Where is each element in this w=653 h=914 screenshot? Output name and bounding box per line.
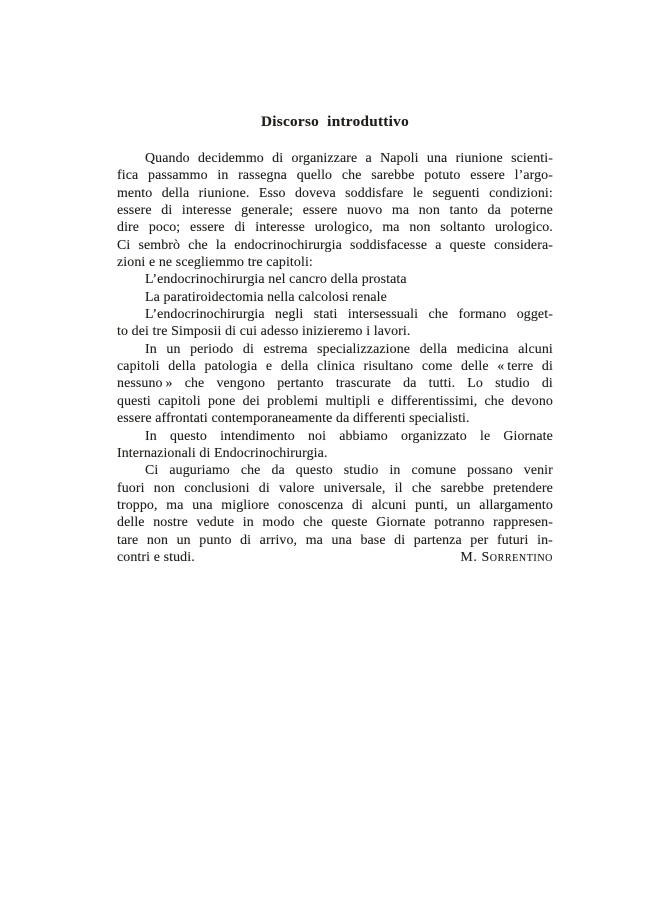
word: possano <box>467 463 513 479</box>
word: urologico. <box>494 220 553 236</box>
word: che <box>184 376 205 392</box>
text-line: La paratiroidectomia nella calcolosi renale <box>145 289 387 305</box>
word: endocrinochirurgia <box>234 237 342 253</box>
text-line <box>117 341 553 358</box>
word: vedute <box>196 515 235 531</box>
text-line <box>117 514 553 531</box>
word: il <box>394 480 403 496</box>
word: studio <box>495 376 530 392</box>
word: soddisfare <box>345 185 404 201</box>
word: nostre <box>153 515 188 531</box>
word: nuovo <box>347 203 383 219</box>
text-line <box>117 358 553 375</box>
word: soltanto <box>440 220 486 236</box>
word: un <box>166 341 181 357</box>
word: delle <box>461 359 489 375</box>
word: conclusioni <box>184 480 250 496</box>
word: capitoli <box>117 359 160 375</box>
word: scienti- <box>511 151 553 166</box>
word: valore <box>278 480 315 496</box>
word: tare <box>117 532 139 548</box>
word: a <box>365 151 372 166</box>
word: di <box>240 532 252 548</box>
word: riunione. <box>198 185 250 201</box>
word: ogget- <box>516 307 553 323</box>
text-line <box>117 167 553 184</box>
word: considera- <box>493 237 553 253</box>
word: universale, <box>323 480 386 496</box>
word: intersessuali <box>347 307 419 323</box>
word: la <box>215 237 227 253</box>
word: doveva <box>294 185 336 201</box>
text-line <box>117 549 553 566</box>
word: clinica <box>317 359 355 375</box>
text-line-end: contri e studi. <box>117 549 195 565</box>
word: alcuni <box>518 341 553 357</box>
word: pretendere <box>493 480 553 496</box>
word: devono <box>511 393 553 409</box>
word: dei <box>242 393 260 409</box>
word: di <box>394 532 406 548</box>
word: essere <box>190 220 225 236</box>
text-line <box>117 375 553 392</box>
word: specializzazione <box>317 341 411 357</box>
text-line <box>117 306 553 323</box>
word: generale; <box>241 203 294 219</box>
word: problemi <box>267 393 319 409</box>
word: che <box>341 168 362 184</box>
word: potranno <box>434 515 485 531</box>
word: alcuni <box>371 497 407 513</box>
word: organizzare <box>291 151 358 166</box>
paragraph <box>117 289 553 306</box>
word: sembrò <box>138 237 181 253</box>
word: partenza <box>413 532 462 548</box>
word: migliore <box>221 497 270 513</box>
word: periodo <box>190 341 234 357</box>
word: dire <box>117 220 140 236</box>
word: ma <box>305 532 323 548</box>
text-line <box>117 532 553 549</box>
word: ma <box>166 497 184 513</box>
paragraph <box>117 271 553 288</box>
word: della <box>168 359 196 375</box>
word: pertanto <box>277 376 324 392</box>
word: fica <box>117 168 139 184</box>
word: pone <box>207 393 236 409</box>
word: di <box>541 376 553 392</box>
text-line: to dei tre Simposii di cui adesso inizieremo i lavori. <box>117 324 411 340</box>
paragraph <box>117 150 553 271</box>
word: In <box>145 428 157 444</box>
word: Esso <box>258 185 286 201</box>
word: modo <box>262 515 295 531</box>
text-line: L’endocrinochirurgia nel cancro della prostata <box>145 272 407 288</box>
word: stati <box>313 307 338 323</box>
word: non <box>409 220 431 236</box>
word: futuri <box>496 532 529 548</box>
word: di <box>234 220 246 236</box>
word: poterne <box>510 203 553 219</box>
word: di <box>258 480 270 496</box>
text-line <box>117 393 553 410</box>
word: abbiamo <box>339 428 388 444</box>
word: « terre <box>497 359 534 375</box>
word: studio <box>343 463 379 479</box>
word: una <box>426 151 448 166</box>
word: Quando <box>145 151 190 166</box>
word: delle <box>117 515 145 531</box>
text-line <box>117 150 553 167</box>
word: le <box>479 428 491 444</box>
word: punti, <box>415 497 448 513</box>
word: della <box>161 185 190 201</box>
word: In <box>145 341 157 357</box>
word: Ci <box>117 237 131 253</box>
word: rappresen- <box>493 515 553 531</box>
word: che <box>411 480 432 496</box>
word: una <box>331 532 352 548</box>
text-line <box>117 219 553 236</box>
page-title: Discorso introduttivo <box>261 113 409 130</box>
word: che <box>188 237 208 253</box>
word: di <box>161 203 173 219</box>
text-line <box>117 185 553 202</box>
word: queste <box>331 515 368 531</box>
word: passammo <box>148 168 208 184</box>
word: tanto <box>449 203 478 219</box>
word: Giornate <box>503 428 553 444</box>
word: nessuno » <box>117 376 173 392</box>
word: condizioni: <box>489 185 553 201</box>
word: poco; <box>148 220 181 236</box>
word: formano <box>458 307 507 323</box>
paragraph <box>117 341 553 428</box>
word: essere <box>117 203 152 219</box>
word: venir <box>523 463 553 479</box>
word: interesse <box>255 220 305 236</box>
word: interesse <box>181 203 232 219</box>
text-line: essere affrontati contemporaneamente da differenti specialisti. <box>117 411 470 427</box>
word: come <box>421 359 453 375</box>
paragraph <box>117 428 553 463</box>
word: L’endocrinochirurgia <box>145 307 265 323</box>
word: da <box>271 463 285 479</box>
word: che <box>428 307 449 323</box>
word: Napoli <box>380 151 419 166</box>
word: da <box>403 376 417 392</box>
paragraph <box>117 306 553 341</box>
text-line: Internazionali di Endocrinochirurgia. <box>117 445 328 461</box>
word: non <box>418 203 440 219</box>
word: allargamento <box>479 497 553 513</box>
word: da <box>487 203 501 219</box>
word: quello <box>296 168 333 184</box>
word: ma <box>391 203 410 219</box>
word: che <box>303 515 323 531</box>
word: per <box>470 532 489 548</box>
author-signature: M. Sorrentino <box>460 549 553 565</box>
word: decidemmo <box>197 151 264 166</box>
word: in- <box>537 532 553 548</box>
word: un <box>176 532 191 548</box>
word: patologia <box>204 359 258 375</box>
word: Giornate <box>376 515 426 531</box>
word: sarebbe <box>440 480 484 496</box>
word: seguenti <box>432 185 480 201</box>
word: l’argo- <box>514 168 553 184</box>
word: questo <box>169 428 207 444</box>
word: multipli <box>325 393 371 409</box>
text-line <box>117 202 553 219</box>
word: e <box>265 359 273 375</box>
word: Lo <box>467 376 483 392</box>
paragraph <box>117 462 553 566</box>
word: di <box>272 151 284 166</box>
word: mento <box>117 185 153 201</box>
word: vengono <box>216 376 266 392</box>
word: questi <box>117 393 151 409</box>
word: negli <box>275 307 304 323</box>
word: che <box>484 393 505 409</box>
word: estrema <box>263 341 308 357</box>
word: non <box>153 480 175 496</box>
word: soddisfacesse <box>349 237 428 253</box>
word: risultano <box>363 359 414 375</box>
word: conoscenza <box>278 497 344 513</box>
word: di <box>351 497 363 513</box>
body-text <box>117 150 553 566</box>
word: di <box>242 341 254 357</box>
word: differentissimi, <box>391 393 478 409</box>
word: a <box>435 237 442 253</box>
word: troppo, <box>117 497 158 513</box>
word: base <box>360 532 386 548</box>
word: intendimento <box>220 428 295 444</box>
word: non <box>146 532 169 548</box>
word: ma <box>382 220 400 236</box>
word: medicina <box>456 341 509 357</box>
word: rassegna <box>238 168 287 184</box>
text-line <box>117 428 553 445</box>
word: potuto <box>424 168 461 184</box>
word: trascurate <box>335 376 392 392</box>
word: comune <box>411 463 457 479</box>
word: urologico, <box>314 220 373 236</box>
word: e <box>377 393 384 409</box>
word: questo <box>295 463 333 479</box>
word: un <box>456 497 471 513</box>
word: una <box>192 497 213 513</box>
word: in <box>242 515 254 531</box>
word: le <box>412 185 424 201</box>
word: della <box>419 341 448 357</box>
word: noi <box>307 428 327 444</box>
text-line <box>117 462 553 479</box>
text-line <box>117 497 553 514</box>
word: fuori <box>117 480 145 496</box>
word: organizzato <box>400 428 467 444</box>
word: riunione <box>455 151 503 166</box>
word: della <box>280 359 309 375</box>
word: punto <box>199 532 232 548</box>
word: capitoli <box>158 393 201 409</box>
text-line: zioni e ne scegliemmo tre capitoli: <box>117 255 313 271</box>
text-line <box>117 237 553 254</box>
word: in <box>389 463 401 479</box>
text-line <box>117 480 553 497</box>
word: in <box>217 168 229 184</box>
word: tutti. <box>428 376 456 392</box>
word: auguriamo <box>169 463 230 479</box>
word: queste <box>449 237 486 253</box>
word: essere <box>470 168 505 184</box>
word: di <box>541 359 553 375</box>
word: Ci <box>145 463 159 479</box>
word: che <box>240 463 261 479</box>
word: arrivo, <box>259 532 298 548</box>
word: essere <box>302 203 338 219</box>
word: sarebbe <box>371 168 415 184</box>
